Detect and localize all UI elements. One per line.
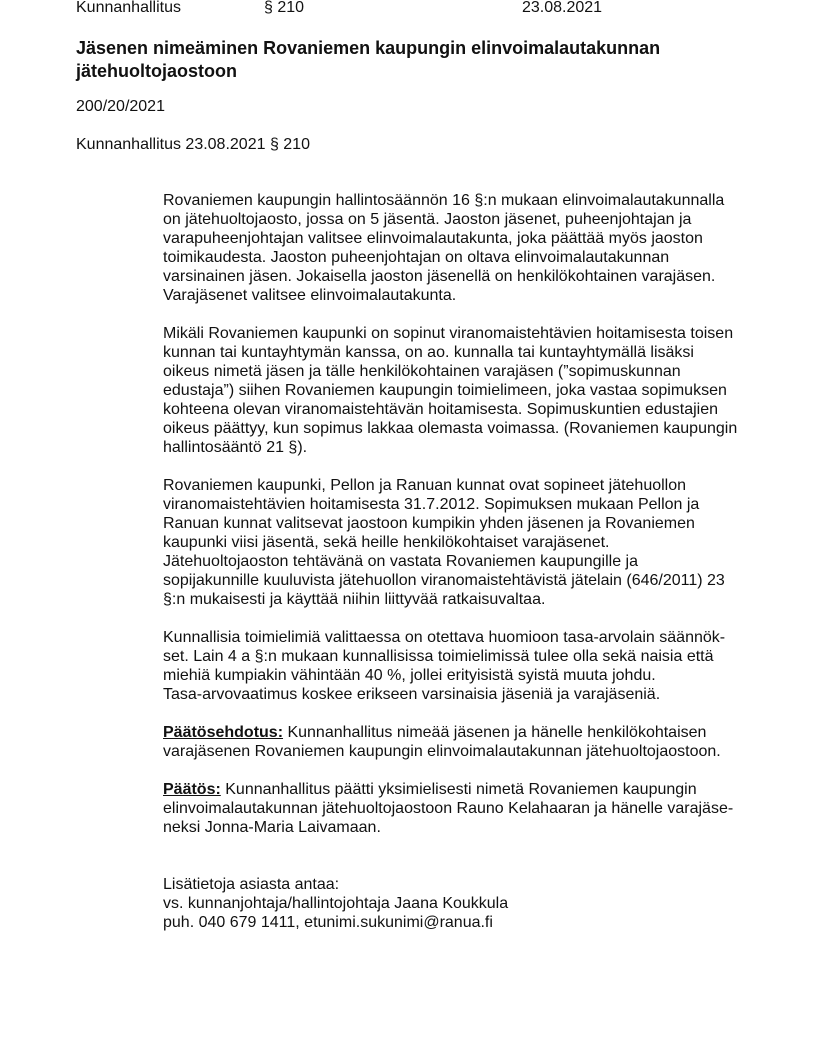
text-line: Rovaniemen kaupungin hallintosäännön 16 §:n mukaan elinvoimalautakunnalla	[163, 192, 725, 209]
text-line: toimikaudesta. Jaoston puheenjohtajan on oltava elinvoimalautakunnan	[163, 249, 670, 266]
text-line: kunnan tai kuntayhtymän kanssa, on ao. kunnalla tai kuntayhtymällä lisäksi	[163, 344, 694, 361]
document-title	[76, 37, 776, 83]
text-line: sopijakunnille kuuluvista jätehuollon viranomaistehtävistä jätelain (646/2011) 23	[163, 572, 725, 589]
proposal-text: Kunnanhallitus nimeää jäsenen ja hänelle henkilökohtaisen	[283, 724, 707, 741]
text-line: on jätehuoltojaosto, jossa on 5 jäsentä. Jaoston jäsenet, puheenjohtajan ja	[163, 211, 692, 228]
contact-phone-email: puh. 040 679 1411, etunimi.sukunimi@ranua.fi	[163, 914, 493, 931]
text-line: kohteena olevan viranomaistehtävän hoitamisesta. Sopimuskuntien edustajien	[163, 401, 719, 418]
paragraph-committee-composition	[163, 191, 763, 305]
text-line: varajäsenen Rovaniemen kaupungin elinvoimalautakunnan jätehuoltojaostoon.	[163, 743, 721, 760]
paragraph-waste-management-agreement	[163, 476, 763, 609]
text-line: Varajäsenet valitsee elinvoimalautakunta.	[163, 287, 457, 304]
contact-person: vs. kunnanjohtaja/hallintojohtaja Jaana Koukkula	[163, 895, 509, 912]
text-line: viranomaistehtävien hoitamisesta 31.7.2012. Sopimuksen mukaan Pellon ja	[163, 496, 700, 513]
text-line: kaupunki viisi jäsentä, sekä heille henkilökohtaiset varajäsenet.	[163, 534, 610, 551]
paragraph-contract-municipalities	[163, 324, 763, 457]
text-line: §:n mukaisesti ja käyttää niihin liittyvää ratkaisuvaltaa.	[163, 591, 546, 608]
text-line: hallintosääntö 21 §).	[163, 439, 308, 456]
diary-number: 200/20/2021	[76, 98, 165, 115]
contact-heading: Lisätietoja asiasta antaa:	[163, 876, 340, 893]
decision	[163, 780, 763, 837]
text-line: edustaja”) siihen Rovaniemen kaupungin toimielimeen, joka vastaa sopimuksen	[163, 382, 727, 399]
header-section-number: § 210	[264, 0, 305, 16]
text-line: Kunnallisia toimielimiä valittaessa on otettava huomioon tasa-arvolain säännök-	[163, 629, 726, 646]
text-line: elinvoimalautakunnan jätehuoltojaostoon Rauno Kelahaaran ja hänelle varajäse-	[163, 800, 734, 817]
text-line: Mikäli Rovaniemen kaupunki on sopinut viranomaistehtävien hoitamisesta toisen	[163, 325, 734, 342]
header-date: 23.08.2021	[522, 0, 603, 16]
document-header	[76, 0, 776, 17]
contact-info	[163, 875, 763, 932]
paragraph-equality-requirements	[163, 628, 763, 704]
decision-text: Kunnanhallitus päätti yksimielisesti nimetä Rovaniemen kaupungin	[220, 781, 697, 798]
text-line: varapuheenjohtajan valitsee elinvoimalautakunta, joka päättää myös jaoston	[163, 230, 703, 247]
meeting-reference: Kunnanhallitus 23.08.2021 § 210	[76, 136, 310, 153]
text-line: neksi Jonna-Maria Laivamaan.	[163, 819, 381, 836]
text-line: miehiä kumpiakin vähintään 40 %, jollei erityisistä syistä muuta johdu.	[163, 667, 656, 684]
text-line: Tasa-arvovaatimus koskee erikseen varsinaisia jäseniä ja varajäseniä.	[163, 686, 661, 703]
decision-label: Päätös:	[163, 781, 221, 798]
text-line	[163, 780, 763, 799]
title-line: jätehuoltojaostoon	[76, 61, 237, 81]
header-body-name: Kunnanhallitus	[76, 0, 181, 16]
text-line: Rovaniemen kaupunki, Pellon ja Ranuan kunnat ovat sopineet jätehuollon	[163, 477, 687, 494]
title-line: Jäsenen nimeäminen Rovaniemen kaupungin elinvoimalautakunnan	[76, 38, 661, 58]
proposal-label: Päätösehdotus:	[163, 724, 284, 741]
text-line: set. Lain 4 a §:n mukaan kunnallisissa toimielimissä tulee olla sekä naisia että	[163, 648, 714, 665]
document-body	[163, 191, 763, 951]
text-line: Ranuan kunnat valitsevat jaostoon kumpikin yhden jäsenen ja Rovaniemen	[163, 515, 695, 532]
text-line: oikeus päättyy, kun sopimus lakkaa olemasta voimassa. (Rovaniemen kaupungin	[163, 420, 738, 437]
decision-proposal	[163, 723, 763, 761]
text-line: Jätehuoltojaoston tehtävänä on vastata Rovaniemen kaupungille ja	[163, 553, 638, 570]
text-line: oikeus nimetä jäsen ja tälle henkilökohtainen varajäsen (”sopimuskunnan	[163, 363, 681, 380]
text-line: varsinainen jäsen. Jokaisella jaoston jäsenellä on henkilökohtainen varajäsen.	[163, 268, 716, 285]
text-line	[163, 723, 763, 742]
